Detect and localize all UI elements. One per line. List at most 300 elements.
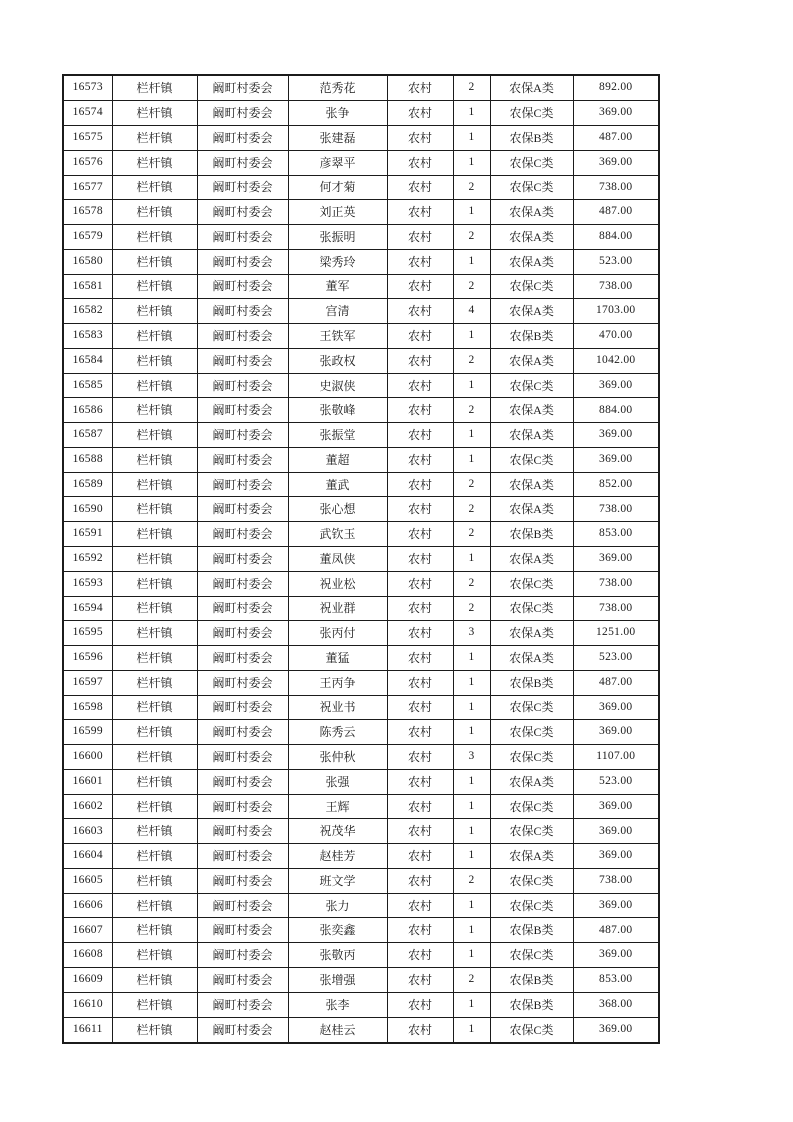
amount-cell: 1251.00 xyxy=(573,621,659,646)
record-id-cell: 16595 xyxy=(63,621,112,646)
table-body xyxy=(63,75,659,1043)
table-row xyxy=(63,918,659,943)
amount-cell: 884.00 xyxy=(573,225,659,250)
record-id-cell: 16596 xyxy=(63,646,112,671)
village-committee-cell: 阚町村委会 xyxy=(197,646,288,671)
pension-records-table xyxy=(62,74,660,1044)
insurance-category-cell: 农保C类 xyxy=(490,596,573,621)
town-cell: 栏杆镇 xyxy=(112,868,197,893)
table-row xyxy=(63,794,659,819)
record-id-cell: 16597 xyxy=(63,670,112,695)
insurance-category-cell: 农保C类 xyxy=(490,274,573,299)
amount-cell: 369.00 xyxy=(573,373,659,398)
person-name-cell: 张振堂 xyxy=(288,423,387,448)
residence-type-cell: 农村 xyxy=(387,522,453,547)
person-count-cell: 1 xyxy=(453,101,490,126)
insurance-category-cell: 农保A类 xyxy=(490,844,573,869)
person-name-cell: 班文学 xyxy=(288,868,387,893)
residence-type-cell: 农村 xyxy=(387,621,453,646)
record-id-cell: 16611 xyxy=(63,1017,112,1043)
residence-type-cell: 农村 xyxy=(387,794,453,819)
record-id-cell: 16600 xyxy=(63,745,112,770)
village-committee-cell: 阚町村委会 xyxy=(197,373,288,398)
table-row xyxy=(63,225,659,250)
person-name-cell: 彦翠平 xyxy=(288,150,387,175)
insurance-category-cell: 农保A类 xyxy=(490,75,573,101)
record-id-cell: 16598 xyxy=(63,695,112,720)
person-name-cell: 武钦玉 xyxy=(288,522,387,547)
village-committee-cell: 阚町村委会 xyxy=(197,1017,288,1043)
table-row xyxy=(63,670,659,695)
table-row xyxy=(63,299,659,324)
person-count-cell: 1 xyxy=(453,200,490,225)
village-committee-cell: 阚町村委会 xyxy=(197,472,288,497)
insurance-category-cell: 农保C类 xyxy=(490,695,573,720)
record-id-cell: 16586 xyxy=(63,398,112,423)
town-cell: 栏杆镇 xyxy=(112,1017,197,1043)
amount-cell: 369.00 xyxy=(573,943,659,968)
village-committee-cell: 阚町村委会 xyxy=(197,75,288,101)
town-cell: 栏杆镇 xyxy=(112,695,197,720)
record-id-cell: 16603 xyxy=(63,819,112,844)
table-row xyxy=(63,547,659,572)
town-cell: 栏杆镇 xyxy=(112,299,197,324)
amount-cell: 738.00 xyxy=(573,868,659,893)
town-cell: 栏杆镇 xyxy=(112,373,197,398)
amount-cell: 369.00 xyxy=(573,1017,659,1043)
village-committee-cell: 阚町村委会 xyxy=(197,200,288,225)
town-cell: 栏杆镇 xyxy=(112,571,197,596)
amount-cell: 369.00 xyxy=(573,794,659,819)
person-name-cell: 董超 xyxy=(288,447,387,472)
person-count-cell: 1 xyxy=(453,819,490,844)
residence-type-cell: 农村 xyxy=(387,968,453,993)
insurance-category-cell: 农保A类 xyxy=(490,299,573,324)
person-count-cell: 2 xyxy=(453,175,490,200)
residence-type-cell: 农村 xyxy=(387,274,453,299)
village-committee-cell: 阚町村委会 xyxy=(197,844,288,869)
person-count-cell: 1 xyxy=(453,844,490,869)
person-name-cell: 陈秀云 xyxy=(288,720,387,745)
person-name-cell: 张力 xyxy=(288,893,387,918)
village-committee-cell: 阚町村委会 xyxy=(197,299,288,324)
village-committee-cell: 阚町村委会 xyxy=(197,225,288,250)
insurance-category-cell: 农保A类 xyxy=(490,225,573,250)
village-committee-cell: 阚町村委会 xyxy=(197,423,288,448)
village-committee-cell: 阚町村委会 xyxy=(197,596,288,621)
record-id-cell: 16578 xyxy=(63,200,112,225)
person-count-cell: 1 xyxy=(453,670,490,695)
table-row xyxy=(63,943,659,968)
insurance-category-cell: 农保C类 xyxy=(490,794,573,819)
insurance-category-cell: 农保C类 xyxy=(490,943,573,968)
table-row xyxy=(63,621,659,646)
table-row xyxy=(63,398,659,423)
person-name-cell: 史淑侠 xyxy=(288,373,387,398)
person-name-cell: 张增强 xyxy=(288,968,387,993)
residence-type-cell: 农村 xyxy=(387,844,453,869)
village-committee-cell: 阚町村委会 xyxy=(197,274,288,299)
town-cell: 栏杆镇 xyxy=(112,447,197,472)
residence-type-cell: 农村 xyxy=(387,125,453,150)
town-cell: 栏杆镇 xyxy=(112,794,197,819)
insurance-category-cell: 农保C类 xyxy=(490,101,573,126)
residence-type-cell: 农村 xyxy=(387,745,453,770)
residence-type-cell: 农村 xyxy=(387,150,453,175)
residence-type-cell: 农村 xyxy=(387,373,453,398)
table-row xyxy=(63,200,659,225)
table-row xyxy=(63,968,659,993)
amount-cell: 487.00 xyxy=(573,670,659,695)
person-name-cell: 祝业群 xyxy=(288,596,387,621)
table-row xyxy=(63,324,659,349)
person-name-cell: 赵桂芳 xyxy=(288,844,387,869)
table-row xyxy=(63,646,659,671)
amount-cell: 853.00 xyxy=(573,968,659,993)
amount-cell: 523.00 xyxy=(573,769,659,794)
record-id-cell: 16588 xyxy=(63,447,112,472)
residence-type-cell: 农村 xyxy=(387,249,453,274)
record-id-cell: 16582 xyxy=(63,299,112,324)
residence-type-cell: 农村 xyxy=(387,324,453,349)
village-committee-cell: 阚町村委会 xyxy=(197,695,288,720)
insurance-category-cell: 农保A类 xyxy=(490,249,573,274)
insurance-category-cell: 农保C类 xyxy=(490,1017,573,1043)
insurance-category-cell: 农保C类 xyxy=(490,175,573,200)
residence-type-cell: 农村 xyxy=(387,447,453,472)
person-count-cell: 1 xyxy=(453,125,490,150)
person-count-cell: 2 xyxy=(453,497,490,522)
person-count-cell: 2 xyxy=(453,274,490,299)
table-row xyxy=(63,720,659,745)
record-id-cell: 16591 xyxy=(63,522,112,547)
person-count-cell: 2 xyxy=(453,868,490,893)
town-cell: 栏杆镇 xyxy=(112,918,197,943)
record-id-cell: 16609 xyxy=(63,968,112,993)
person-name-cell: 刘正英 xyxy=(288,200,387,225)
table-row xyxy=(63,249,659,274)
town-cell: 栏杆镇 xyxy=(112,423,197,448)
table-row xyxy=(63,695,659,720)
amount-cell: 1042.00 xyxy=(573,348,659,373)
table-row xyxy=(63,868,659,893)
village-committee-cell: 阚町村委会 xyxy=(197,819,288,844)
amount-cell: 369.00 xyxy=(573,893,659,918)
person-count-cell: 1 xyxy=(453,1017,490,1043)
table-row xyxy=(63,348,659,373)
person-count-cell: 3 xyxy=(453,621,490,646)
town-cell: 栏杆镇 xyxy=(112,125,197,150)
amount-cell: 884.00 xyxy=(573,398,659,423)
table-row xyxy=(63,596,659,621)
residence-type-cell: 农村 xyxy=(387,348,453,373)
person-count-cell: 1 xyxy=(453,794,490,819)
amount-cell: 1107.00 xyxy=(573,745,659,770)
amount-cell: 738.00 xyxy=(573,596,659,621)
town-cell: 栏杆镇 xyxy=(112,200,197,225)
village-committee-cell: 阚町村委会 xyxy=(197,101,288,126)
insurance-category-cell: 农保A类 xyxy=(490,769,573,794)
table-row xyxy=(63,274,659,299)
person-name-cell: 张建磊 xyxy=(288,125,387,150)
residence-type-cell: 农村 xyxy=(387,225,453,250)
residence-type-cell: 农村 xyxy=(387,101,453,126)
village-committee-cell: 阚町村委会 xyxy=(197,621,288,646)
record-id-cell: 16580 xyxy=(63,249,112,274)
town-cell: 栏杆镇 xyxy=(112,249,197,274)
village-committee-cell: 阚町村委会 xyxy=(197,348,288,373)
amount-cell: 487.00 xyxy=(573,918,659,943)
amount-cell: 738.00 xyxy=(573,571,659,596)
amount-cell: 369.00 xyxy=(573,819,659,844)
town-cell: 栏杆镇 xyxy=(112,819,197,844)
town-cell: 栏杆镇 xyxy=(112,348,197,373)
person-name-cell: 张争 xyxy=(288,101,387,126)
amount-cell: 487.00 xyxy=(573,125,659,150)
residence-type-cell: 农村 xyxy=(387,472,453,497)
residence-type-cell: 农村 xyxy=(387,943,453,968)
person-count-cell: 1 xyxy=(453,423,490,448)
record-id-cell: 16602 xyxy=(63,794,112,819)
record-id-cell: 16583 xyxy=(63,324,112,349)
person-count-cell: 2 xyxy=(453,472,490,497)
record-id-cell: 16573 xyxy=(63,75,112,101)
village-committee-cell: 阚町村委会 xyxy=(197,175,288,200)
amount-cell: 1703.00 xyxy=(573,299,659,324)
insurance-category-cell: 农保A类 xyxy=(490,200,573,225)
residence-type-cell: 农村 xyxy=(387,1017,453,1043)
table-row xyxy=(63,992,659,1017)
record-id-cell: 16587 xyxy=(63,423,112,448)
person-name-cell: 王铁军 xyxy=(288,324,387,349)
residence-type-cell: 农村 xyxy=(387,398,453,423)
person-name-cell: 张奕鑫 xyxy=(288,918,387,943)
amount-cell: 369.00 xyxy=(573,101,659,126)
town-cell: 栏杆镇 xyxy=(112,621,197,646)
insurance-category-cell: 农保B类 xyxy=(490,324,573,349)
town-cell: 栏杆镇 xyxy=(112,745,197,770)
person-name-cell: 赵桂云 xyxy=(288,1017,387,1043)
village-committee-cell: 阚町村委会 xyxy=(197,943,288,968)
record-id-cell: 16579 xyxy=(63,225,112,250)
insurance-category-cell: 农保C类 xyxy=(490,373,573,398)
amount-cell: 523.00 xyxy=(573,646,659,671)
record-id-cell: 16599 xyxy=(63,720,112,745)
record-id-cell: 16585 xyxy=(63,373,112,398)
table-row xyxy=(63,745,659,770)
record-id-cell: 16594 xyxy=(63,596,112,621)
town-cell: 栏杆镇 xyxy=(112,720,197,745)
village-committee-cell: 阚町村委会 xyxy=(197,968,288,993)
town-cell: 栏杆镇 xyxy=(112,893,197,918)
village-committee-cell: 阚町村委会 xyxy=(197,868,288,893)
table-row xyxy=(63,522,659,547)
amount-cell: 369.00 xyxy=(573,423,659,448)
person-count-cell: 2 xyxy=(453,522,490,547)
amount-cell: 369.00 xyxy=(573,720,659,745)
insurance-category-cell: 农保A类 xyxy=(490,646,573,671)
person-name-cell: 董猛 xyxy=(288,646,387,671)
record-id-cell: 16601 xyxy=(63,769,112,794)
record-id-cell: 16590 xyxy=(63,497,112,522)
residence-type-cell: 农村 xyxy=(387,646,453,671)
person-count-cell: 1 xyxy=(453,943,490,968)
person-name-cell: 张敬丙 xyxy=(288,943,387,968)
person-name-cell: 张政权 xyxy=(288,348,387,373)
person-count-cell: 1 xyxy=(453,992,490,1017)
person-count-cell: 1 xyxy=(453,447,490,472)
residence-type-cell: 农村 xyxy=(387,571,453,596)
town-cell: 栏杆镇 xyxy=(112,943,197,968)
town-cell: 栏杆镇 xyxy=(112,497,197,522)
person-name-cell: 梁秀玲 xyxy=(288,249,387,274)
person-count-cell: 2 xyxy=(453,75,490,101)
town-cell: 栏杆镇 xyxy=(112,646,197,671)
amount-cell: 487.00 xyxy=(573,200,659,225)
residence-type-cell: 农村 xyxy=(387,670,453,695)
village-committee-cell: 阚町村委会 xyxy=(197,522,288,547)
town-cell: 栏杆镇 xyxy=(112,398,197,423)
person-name-cell: 祝业松 xyxy=(288,571,387,596)
residence-type-cell: 农村 xyxy=(387,547,453,572)
person-name-cell: 张李 xyxy=(288,992,387,1017)
town-cell: 栏杆镇 xyxy=(112,547,197,572)
residence-type-cell: 农村 xyxy=(387,695,453,720)
table-row xyxy=(63,819,659,844)
amount-cell: 368.00 xyxy=(573,992,659,1017)
amount-cell: 369.00 xyxy=(573,447,659,472)
amount-cell: 470.00 xyxy=(573,324,659,349)
person-name-cell: 张丙付 xyxy=(288,621,387,646)
village-committee-cell: 阚町村委会 xyxy=(197,918,288,943)
village-committee-cell: 阚町村委会 xyxy=(197,547,288,572)
person-count-cell: 1 xyxy=(453,893,490,918)
record-id-cell: 16608 xyxy=(63,943,112,968)
residence-type-cell: 农村 xyxy=(387,423,453,448)
insurance-category-cell: 农保B类 xyxy=(490,670,573,695)
residence-type-cell: 农村 xyxy=(387,596,453,621)
table-row xyxy=(63,75,659,101)
insurance-category-cell: 农保C类 xyxy=(490,720,573,745)
person-name-cell: 张心想 xyxy=(288,497,387,522)
residence-type-cell: 农村 xyxy=(387,720,453,745)
person-name-cell: 张仲秋 xyxy=(288,745,387,770)
residence-type-cell: 农村 xyxy=(387,200,453,225)
amount-cell: 369.00 xyxy=(573,695,659,720)
table-row xyxy=(63,447,659,472)
village-committee-cell: 阚町村委会 xyxy=(197,571,288,596)
table-row xyxy=(63,497,659,522)
residence-type-cell: 农村 xyxy=(387,992,453,1017)
table-row xyxy=(63,769,659,794)
insurance-category-cell: 农保A类 xyxy=(490,497,573,522)
record-id-cell: 16581 xyxy=(63,274,112,299)
amount-cell: 738.00 xyxy=(573,497,659,522)
person-name-cell: 王丙争 xyxy=(288,670,387,695)
insurance-category-cell: 农保B类 xyxy=(490,125,573,150)
insurance-category-cell: 农保C类 xyxy=(490,819,573,844)
insurance-category-cell: 农保C类 xyxy=(490,893,573,918)
record-id-cell: 16593 xyxy=(63,571,112,596)
insurance-category-cell: 农保B类 xyxy=(490,992,573,1017)
amount-cell: 853.00 xyxy=(573,522,659,547)
table-row xyxy=(63,101,659,126)
record-id-cell: 16584 xyxy=(63,348,112,373)
town-cell: 栏杆镇 xyxy=(112,75,197,101)
amount-cell: 369.00 xyxy=(573,844,659,869)
person-count-cell: 4 xyxy=(453,299,490,324)
person-name-cell: 祝茂华 xyxy=(288,819,387,844)
insurance-category-cell: 农保A类 xyxy=(490,547,573,572)
amount-cell: 852.00 xyxy=(573,472,659,497)
table-row xyxy=(63,571,659,596)
amount-cell: 738.00 xyxy=(573,175,659,200)
person-count-cell: 3 xyxy=(453,745,490,770)
amount-cell: 523.00 xyxy=(573,249,659,274)
person-count-cell: 2 xyxy=(453,225,490,250)
town-cell: 栏杆镇 xyxy=(112,150,197,175)
village-committee-cell: 阚町村委会 xyxy=(197,324,288,349)
person-count-cell: 2 xyxy=(453,398,490,423)
insurance-category-cell: 农保C类 xyxy=(490,745,573,770)
person-name-cell: 何才菊 xyxy=(288,175,387,200)
town-cell: 栏杆镇 xyxy=(112,175,197,200)
town-cell: 栏杆镇 xyxy=(112,274,197,299)
insurance-category-cell: 农保A类 xyxy=(490,398,573,423)
person-count-cell: 1 xyxy=(453,547,490,572)
record-id-cell: 16574 xyxy=(63,101,112,126)
record-id-cell: 16606 xyxy=(63,893,112,918)
insurance-category-cell: 农保C类 xyxy=(490,150,573,175)
amount-cell: 369.00 xyxy=(573,547,659,572)
person-name-cell: 张敬峰 xyxy=(288,398,387,423)
village-committee-cell: 阚町村委会 xyxy=(197,794,288,819)
person-name-cell: 范秀花 xyxy=(288,75,387,101)
person-count-cell: 2 xyxy=(453,968,490,993)
village-committee-cell: 阚町村委会 xyxy=(197,992,288,1017)
table-row xyxy=(63,472,659,497)
table-row xyxy=(63,150,659,175)
town-cell: 栏杆镇 xyxy=(112,596,197,621)
village-committee-cell: 阚町村委会 xyxy=(197,769,288,794)
table-row xyxy=(63,125,659,150)
residence-type-cell: 农村 xyxy=(387,175,453,200)
insurance-category-cell: 农保C类 xyxy=(490,571,573,596)
person-name-cell: 董军 xyxy=(288,274,387,299)
person-name-cell: 董武 xyxy=(288,472,387,497)
town-cell: 栏杆镇 xyxy=(112,101,197,126)
record-id-cell: 16575 xyxy=(63,125,112,150)
person-count-cell: 2 xyxy=(453,596,490,621)
insurance-category-cell: 农保A类 xyxy=(490,423,573,448)
record-id-cell: 16592 xyxy=(63,547,112,572)
village-committee-cell: 阚町村委会 xyxy=(197,447,288,472)
residence-type-cell: 农村 xyxy=(387,893,453,918)
table-row xyxy=(63,423,659,448)
person-count-cell: 2 xyxy=(453,348,490,373)
village-committee-cell: 阚町村委会 xyxy=(197,670,288,695)
record-id-cell: 16576 xyxy=(63,150,112,175)
town-cell: 栏杆镇 xyxy=(112,225,197,250)
village-committee-cell: 阚町村委会 xyxy=(197,893,288,918)
record-id-cell: 16605 xyxy=(63,868,112,893)
insurance-category-cell: 农保C类 xyxy=(490,868,573,893)
record-id-cell: 16589 xyxy=(63,472,112,497)
town-cell: 栏杆镇 xyxy=(112,844,197,869)
person-name-cell: 宫清 xyxy=(288,299,387,324)
residence-type-cell: 农村 xyxy=(387,918,453,943)
village-committee-cell: 阚町村委会 xyxy=(197,497,288,522)
